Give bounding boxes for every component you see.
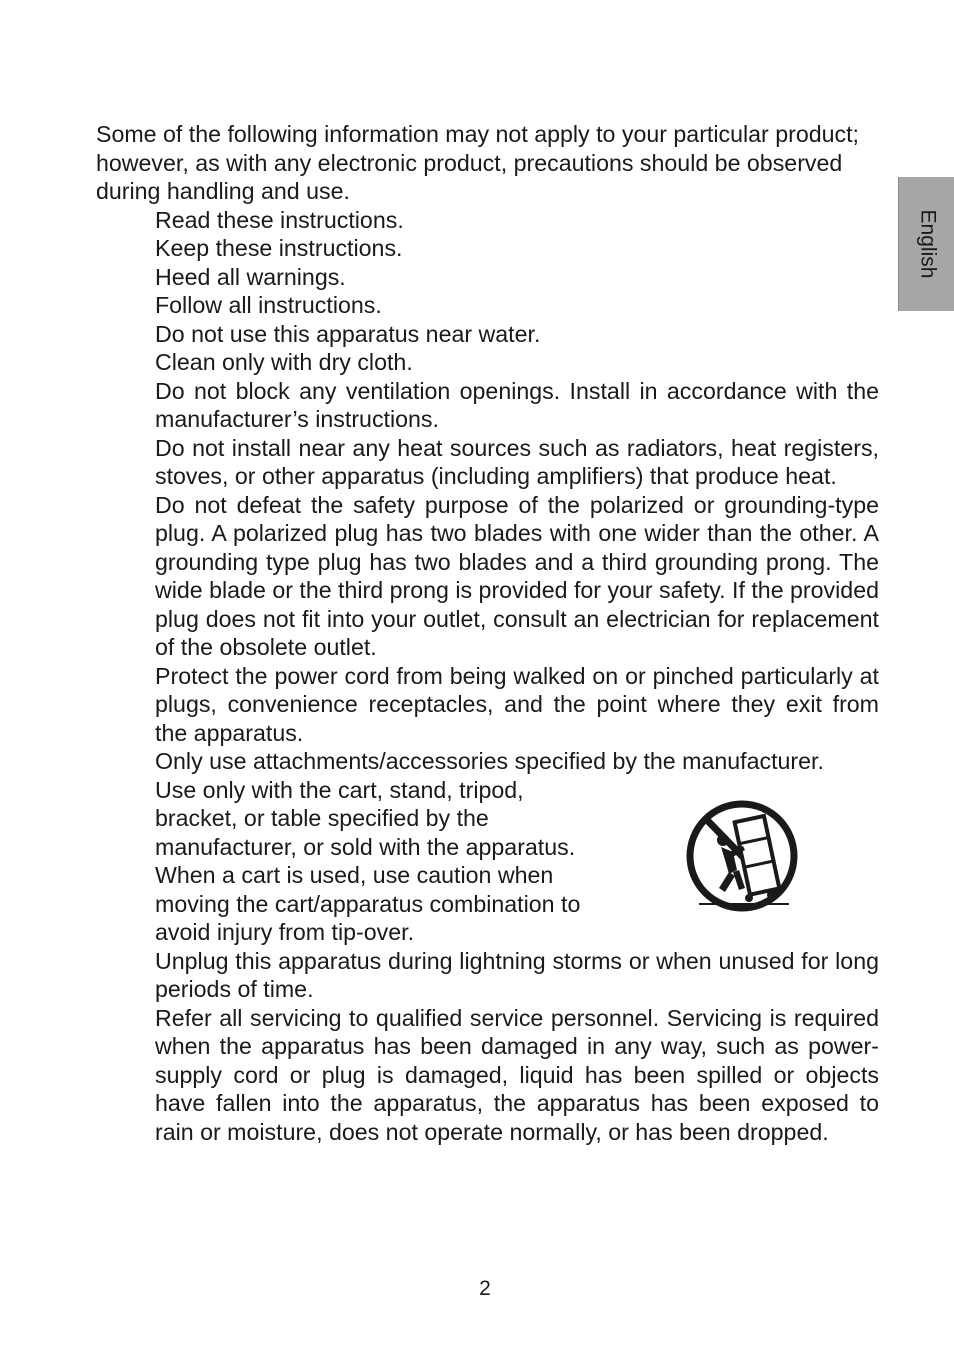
instruction-item: Do not defeat the safety purpose of the polarized or grounding-type plug. A polarized plug has two blades with one wider than the other. A grounding type plug has two blades and a third grounding prong. The wide blade or the third prong is provided for your safety. If the provided plug does not fit into your outlet, consult an electrician for replacement of the obsolete outlet. — [155, 491, 879, 660]
instruction-item: Read these instructions. — [155, 206, 404, 233]
instruction-item: Unplug this apparatus during lightning storms or when unused for long periods of time. — [155, 947, 879, 1002]
instruction-item: Keep these instructions. — [155, 235, 403, 261]
language-tab — [898, 177, 954, 311]
instruction-item: Do not install near any heat sources such as radiators, heat registers, stoves, or other apparatus (including amplifiers) that produce heat. — [155, 434, 879, 489]
language-tab-label: English — [916, 209, 940, 279]
cart-instruction-first-line: Use only with the cart, stand, tripod, — [155, 776, 524, 803]
instruction-item: Do not block any ventilation openings. Install in accordance with the manufacturer’s instructions. — [155, 377, 879, 432]
instruction-item: Follow all instructions. — [155, 292, 382, 318]
instruction-item: Only use attachments/accessories specified by the manufacturer. — [155, 748, 824, 774]
instruction-item: Clean only with dry cloth. — [155, 349, 413, 375]
instruction-item: Do not use this apparatus near water. — [155, 320, 541, 347]
instruction-item: Heed all warnings. — [155, 263, 346, 290]
instruction-item: Refer all servicing to qualified service personnel. Servicing is required when the apparatus has been damaged in any way, such as power-supply cord or plug is damaged, liquid has been spilled or objects have fallen into the apparatus, the apparatus has been exposed to rain or moisture, does not operate normally, or has been dropped. — [155, 1004, 879, 1145]
instruction-item: Protect the power cord from being walked on or pinched particularly at plugs, convenience receptacles, and the point where they exit from the apparatus. — [155, 662, 879, 746]
cart-tip-over-warning-icon — [685, 800, 803, 916]
cart-instruction-text: bracket, or table specified by the manufacturer, or sold with the apparatus. When a cart is used, use caution when moving the cart/apparatus combination to avoid injury from tip-over. — [155, 805, 581, 945]
safety-instructions — [96, 120, 879, 1146]
intro-paragraph: Some of the following information may not apply to your particular product; however, as with any electronic product, precautions should be observed during handling and use. — [96, 121, 860, 204]
cart-instruction-item — [155, 776, 879, 947]
page-number: 2 — [479, 1277, 491, 1300]
